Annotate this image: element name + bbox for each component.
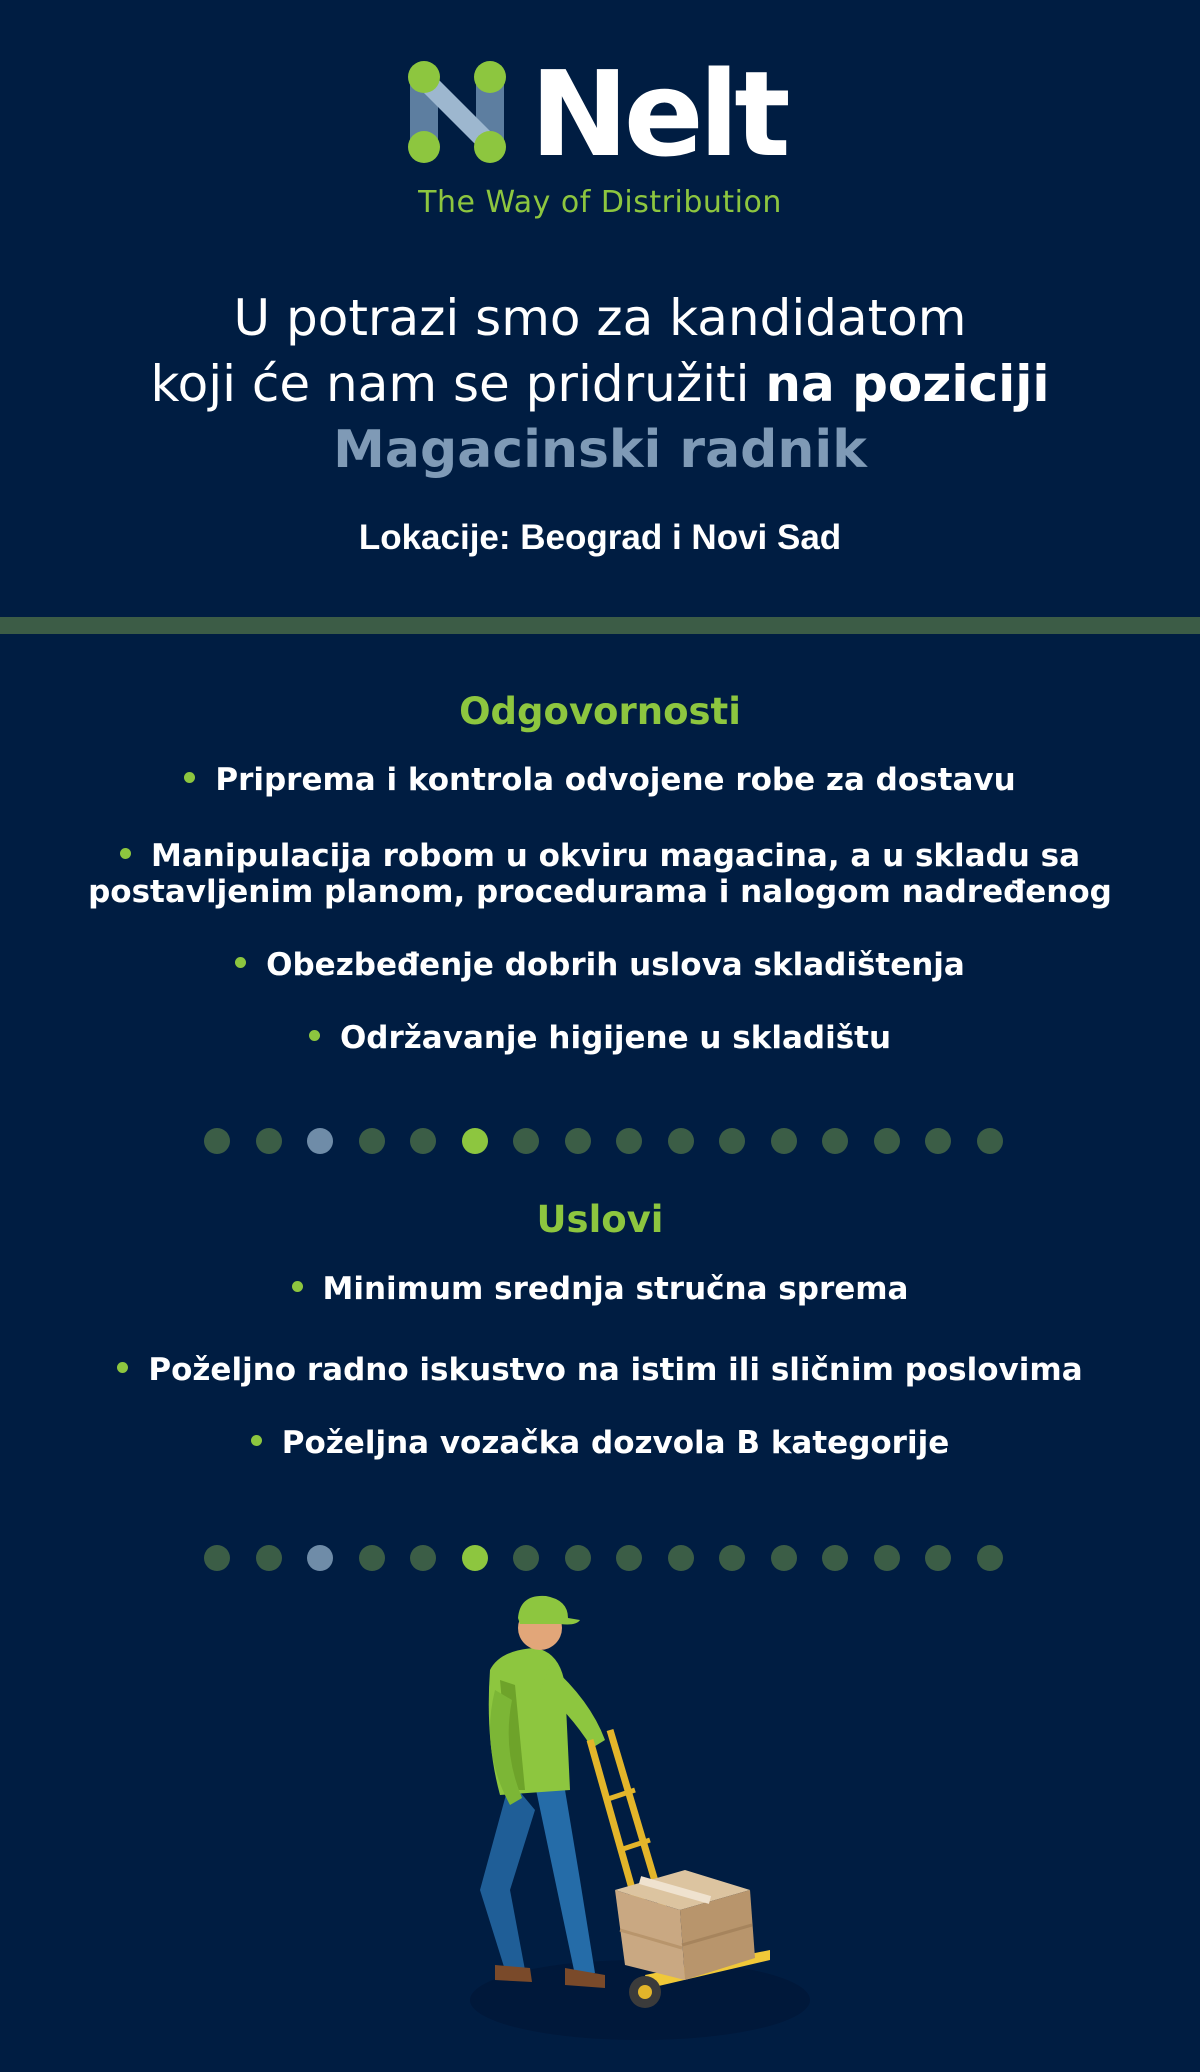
- bullet-dot-icon: [120, 848, 131, 859]
- list-item: Poželjna vozačka dozvola B kategorije: [60, 1425, 1140, 1461]
- decorative-dots-row: [204, 1545, 1004, 1571]
- bullet-dot-icon: [184, 772, 195, 783]
- decorative-dots-row: [204, 1128, 1004, 1154]
- bullet-dot-icon: [251, 1435, 262, 1446]
- bullet-dot-icon: [292, 1281, 303, 1292]
- headline-line2: koji će nam se pridružiti: [150, 355, 766, 413]
- job-position-title: Magacinski radnik: [333, 420, 867, 480]
- bullet-dot-icon: [309, 1030, 320, 1041]
- list-item: Manipulacija robom u okviru magacina, a u skladu sa postavljenim planom, procedurama i nalogom nadređenog: [88, 838, 1112, 910]
- warehouse-worker-hand-truck-illustration: [440, 1590, 840, 2050]
- brand-tagline: The Way of Distribution: [418, 185, 782, 220]
- responsibilities-title: Odgovornosti: [459, 690, 741, 733]
- bullet-dot-icon: [117, 1362, 128, 1373]
- brand-name: Nelt: [530, 45, 786, 183]
- job-headline: [0, 285, 1200, 483]
- brand-header: [0, 45, 1200, 225]
- job-location: Lokacije: Beograd i Novi Sad: [358, 518, 842, 557]
- nelt-logo-mark-icon: [406, 59, 508, 165]
- headline-line1: U potrazi smo za kandidatom: [233, 289, 967, 347]
- bullet-dot-icon: [235, 957, 246, 968]
- list-item: Obezbeđenje dobrih uslova skladištenja: [60, 947, 1140, 983]
- requirements-title: Uslovi: [536, 1198, 664, 1241]
- list-item: Održavanje higijene u skladištu: [60, 1020, 1140, 1056]
- list-item: Minimum srednja stručna sprema: [60, 1271, 1140, 1307]
- section-divider: [0, 617, 1200, 634]
- list-item: Priprema i kontrola odvojene robe za dostavu: [60, 762, 1140, 798]
- headline-line2-bold: na poziciji: [765, 355, 1050, 413]
- list-item: Poželjno radno iskustvo na istim ili sličnim poslovima: [60, 1352, 1140, 1388]
